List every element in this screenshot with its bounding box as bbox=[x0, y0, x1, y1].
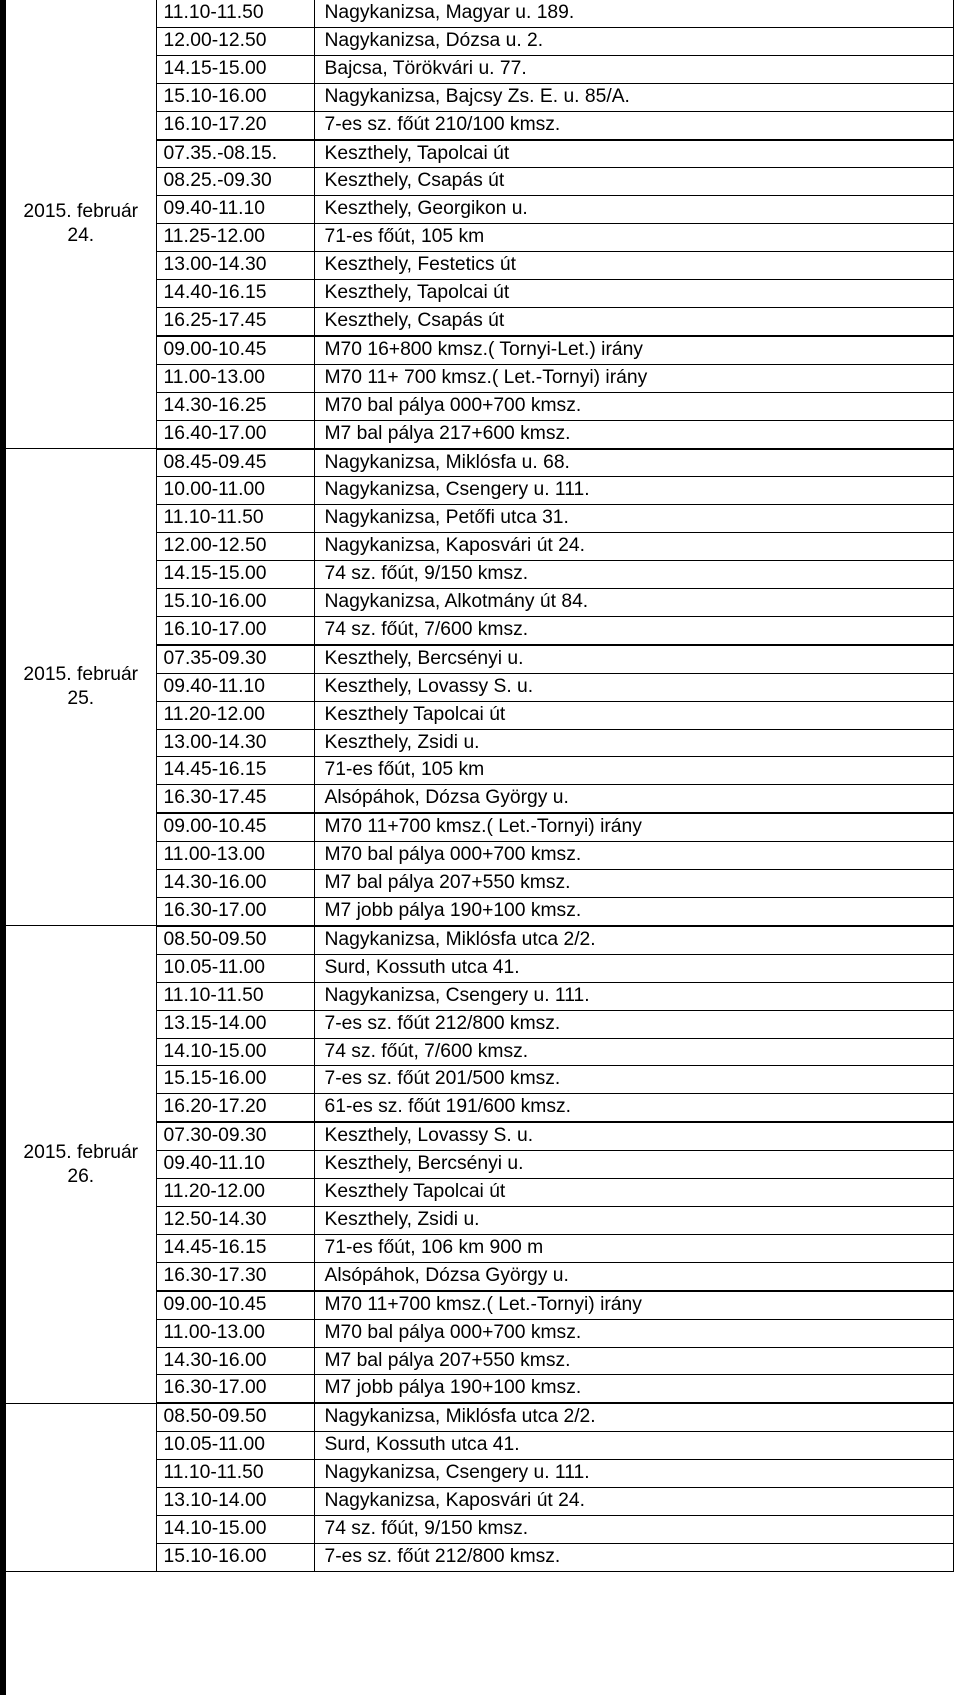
time-cell: 09.40-11.10 bbox=[156, 673, 314, 701]
location-cell: Nagykanizsa, Dózsa u. 2. bbox=[314, 27, 953, 55]
location-cell: Nagykanizsa, Magyar u. 189. bbox=[314, 0, 953, 27]
time-cell: 12.50-14.30 bbox=[156, 1206, 314, 1234]
location-cell: Nagykanizsa, Alkotmány út 84. bbox=[314, 589, 953, 617]
location-cell: Surd, Kossuth utca 41. bbox=[314, 1432, 953, 1460]
time-cell: 16.20-17.20 bbox=[156, 1094, 314, 1122]
table-row bbox=[6, 1403, 953, 1431]
location-cell: 71-es főút, 105 km bbox=[314, 757, 953, 785]
time-cell: 07.30-09.30 bbox=[156, 1122, 314, 1150]
location-cell: Nagykanizsa, Miklósfa utca 2/2. bbox=[314, 926, 953, 954]
location-cell: Bajcsa, Törökvári u. 77. bbox=[314, 55, 953, 83]
location-cell: Keszthely, Zsidi u. bbox=[314, 1206, 953, 1234]
location-cell: Keszthely, Bercsényi u. bbox=[314, 1151, 953, 1179]
location-cell: Keszthely, Georgikon u. bbox=[314, 196, 953, 224]
location-cell: 7-es sz. főút 212/800 kmsz. bbox=[314, 1010, 953, 1038]
location-cell: 61-es sz. főút 191/600 kmsz. bbox=[314, 1094, 953, 1122]
time-cell: 09.00-10.45 bbox=[156, 336, 314, 364]
time-cell: 11.20-12.00 bbox=[156, 1179, 314, 1207]
time-cell: 11.00-13.00 bbox=[156, 1319, 314, 1347]
time-cell: 14.15-15.00 bbox=[156, 55, 314, 83]
location-cell: Nagykanizsa, Csengery u. 111. bbox=[314, 477, 953, 505]
date-line-1: 2015. február bbox=[23, 664, 139, 686]
date-cell bbox=[6, 449, 156, 926]
location-cell: 74 sz. főút, 7/600 kmsz. bbox=[314, 1038, 953, 1066]
time-cell: 14.45-16.15 bbox=[156, 757, 314, 785]
date-cell bbox=[6, 926, 156, 1403]
time-cell: 11.10-11.50 bbox=[156, 1460, 314, 1488]
date-line-2: 26. bbox=[67, 1165, 95, 1187]
time-cell: 14.10-15.00 bbox=[156, 1038, 314, 1066]
location-cell: M70 11+ 700 kmsz.( Let.-Tornyi) irány bbox=[314, 364, 953, 392]
location-cell: Keszthely, Tapolcai út bbox=[314, 140, 953, 168]
time-cell: 14.10-15.00 bbox=[156, 1515, 314, 1543]
location-cell: Nagykanizsa, Miklósfa utca 2/2. bbox=[314, 1403, 953, 1431]
location-cell: 7-es sz. főút 212/800 kmsz. bbox=[314, 1543, 953, 1571]
location-cell: Nagykanizsa, Petőfi utca 31. bbox=[314, 505, 953, 533]
location-cell: Surd, Kossuth utca 41. bbox=[314, 954, 953, 982]
time-cell: 09.40-11.10 bbox=[156, 196, 314, 224]
time-cell: 13.10-14.00 bbox=[156, 1488, 314, 1516]
time-cell: 13.15-14.00 bbox=[156, 1010, 314, 1038]
time-cell: 15.10-16.00 bbox=[156, 1543, 314, 1571]
time-cell: 09.40-11.10 bbox=[156, 1151, 314, 1179]
time-cell: 07.35-09.30 bbox=[156, 645, 314, 673]
time-cell: 16.30-17.00 bbox=[156, 898, 314, 926]
date-cell bbox=[6, 0, 156, 449]
location-cell: M70 11+700 kmsz.( Let.-Tornyi) irány bbox=[314, 1291, 953, 1319]
location-cell: Keszthely, Zsidi u. bbox=[314, 729, 953, 757]
time-cell: 16.10-17.20 bbox=[156, 111, 314, 139]
date-line-2: 25. bbox=[67, 688, 95, 710]
time-cell: 14.30-16.25 bbox=[156, 392, 314, 420]
location-cell: Keszthely, Festetics út bbox=[314, 252, 953, 280]
location-cell: Keszthely, Tapolcai út bbox=[314, 280, 953, 308]
time-cell: 11.10-11.50 bbox=[156, 505, 314, 533]
location-cell: 7-es sz. főút 201/500 kmsz. bbox=[314, 1066, 953, 1094]
location-cell: Alsópáhok, Dózsa György u. bbox=[314, 1262, 953, 1290]
table-row bbox=[6, 926, 953, 954]
time-cell: 11.10-11.50 bbox=[156, 0, 314, 27]
time-cell: 14.40-16.15 bbox=[156, 280, 314, 308]
time-cell: 14.30-16.00 bbox=[156, 1347, 314, 1375]
location-cell: M70 11+700 kmsz.( Let.-Tornyi) irány bbox=[314, 813, 953, 841]
location-cell: Keszthely Tapolcai út bbox=[314, 1179, 953, 1207]
date-line-1: 2015. február bbox=[23, 1141, 139, 1163]
location-cell: Nagykanizsa, Kaposvári út 24. bbox=[314, 533, 953, 561]
location-cell: Keszthely, Csapás út bbox=[314, 168, 953, 196]
location-cell: M70 bal pálya 000+700 kmsz. bbox=[314, 842, 953, 870]
time-cell: 12.00-12.50 bbox=[156, 27, 314, 55]
time-cell: 10.05-11.00 bbox=[156, 1432, 314, 1460]
location-cell: Nagykanizsa, Kaposvári út 24. bbox=[314, 1488, 953, 1516]
time-cell: 11.25-12.00 bbox=[156, 224, 314, 252]
location-cell: 71-es főút, 106 km 900 m bbox=[314, 1234, 953, 1262]
time-cell: 12.00-12.50 bbox=[156, 533, 314, 561]
time-cell: 13.00-14.30 bbox=[156, 252, 314, 280]
time-cell: 14.45-16.15 bbox=[156, 1234, 314, 1262]
location-cell: M70 16+800 kmsz.( Tornyi-Let.) irány bbox=[314, 336, 953, 364]
time-cell: 16.30-17.00 bbox=[156, 1375, 314, 1403]
location-cell: Nagykanizsa, Csengery u. 111. bbox=[314, 982, 953, 1010]
table-row bbox=[6, 449, 953, 477]
location-cell: 74 sz. főút, 7/600 kmsz. bbox=[314, 616, 953, 644]
location-cell: 74 sz. főút, 9/150 kmsz. bbox=[314, 1515, 953, 1543]
time-cell: 16.30-17.30 bbox=[156, 1262, 314, 1290]
table-row bbox=[6, 0, 953, 27]
time-cell: 11.20-12.00 bbox=[156, 701, 314, 729]
location-cell: Keszthely, Lovassy S. u. bbox=[314, 1122, 953, 1150]
schedule-table bbox=[6, 0, 954, 1572]
time-cell: 08.50-09.50 bbox=[156, 1403, 314, 1431]
date-line-1: 2015. február bbox=[23, 201, 139, 222]
date-line-2: 24. bbox=[67, 225, 95, 246]
location-cell: 74 sz. főút, 9/150 kmsz. bbox=[314, 561, 953, 589]
location-cell: 71-es főút, 105 km bbox=[314, 224, 953, 252]
time-cell: 08.45-09.45 bbox=[156, 449, 314, 477]
location-cell: M7 bal pálya 217+600 kmsz. bbox=[314, 420, 953, 448]
location-cell: Nagykanizsa, Csengery u. 111. bbox=[314, 1460, 953, 1488]
time-cell: 10.05-11.00 bbox=[156, 954, 314, 982]
location-cell: M70 bal pálya 000+700 kmsz. bbox=[314, 392, 953, 420]
location-cell: M7 jobb pálya 190+100 kmsz. bbox=[314, 898, 953, 926]
location-cell: Keszthely, Bercsényi u. bbox=[314, 645, 953, 673]
time-cell: 16.30-17.45 bbox=[156, 785, 314, 813]
time-cell: 13.00-14.30 bbox=[156, 729, 314, 757]
time-cell: 16.10-17.00 bbox=[156, 616, 314, 644]
location-cell: M7 jobb pálya 190+100 kmsz. bbox=[314, 1375, 953, 1403]
time-cell: 11.00-13.00 bbox=[156, 842, 314, 870]
time-cell: 09.00-10.45 bbox=[156, 1291, 314, 1319]
location-cell: Keszthely, Lovassy S. u. bbox=[314, 673, 953, 701]
location-cell: M70 bal pálya 000+700 kmsz. bbox=[314, 1319, 953, 1347]
time-cell: 15.10-16.00 bbox=[156, 589, 314, 617]
time-cell: 10.00-11.00 bbox=[156, 477, 314, 505]
time-cell: 08.25.-09.30 bbox=[156, 168, 314, 196]
location-cell: Keszthely, Csapás út bbox=[314, 307, 953, 335]
location-cell: Nagykanizsa, Miklósfa u. 68. bbox=[314, 449, 953, 477]
location-cell: M7 bal pálya 207+550 kmsz. bbox=[314, 870, 953, 898]
time-cell: 11.10-11.50 bbox=[156, 982, 314, 1010]
time-cell: 09.00-10.45 bbox=[156, 813, 314, 841]
time-cell: 16.25-17.45 bbox=[156, 307, 314, 335]
time-cell: 07.35.-08.15. bbox=[156, 140, 314, 168]
time-cell: 15.15-16.00 bbox=[156, 1066, 314, 1094]
date-cell bbox=[6, 1403, 156, 1571]
time-cell: 16.40-17.00 bbox=[156, 420, 314, 448]
time-cell: 11.00-13.00 bbox=[156, 364, 314, 392]
location-cell: Alsópáhok, Dózsa György u. bbox=[314, 785, 953, 813]
time-cell: 08.50-09.50 bbox=[156, 926, 314, 954]
schedule-body bbox=[6, 0, 953, 1571]
location-cell: M7 bal pálya 207+550 kmsz. bbox=[314, 1347, 953, 1375]
location-cell: Keszthely Tapolcai út bbox=[314, 701, 953, 729]
time-cell: 14.15-15.00 bbox=[156, 561, 314, 589]
time-cell: 15.10-16.00 bbox=[156, 83, 314, 111]
location-cell: 7-es sz. főút 210/100 kmsz. bbox=[314, 111, 953, 139]
time-cell: 14.30-16.00 bbox=[156, 870, 314, 898]
location-cell: Nagykanizsa, Bajcsy Zs. E. u. 85/A. bbox=[314, 83, 953, 111]
